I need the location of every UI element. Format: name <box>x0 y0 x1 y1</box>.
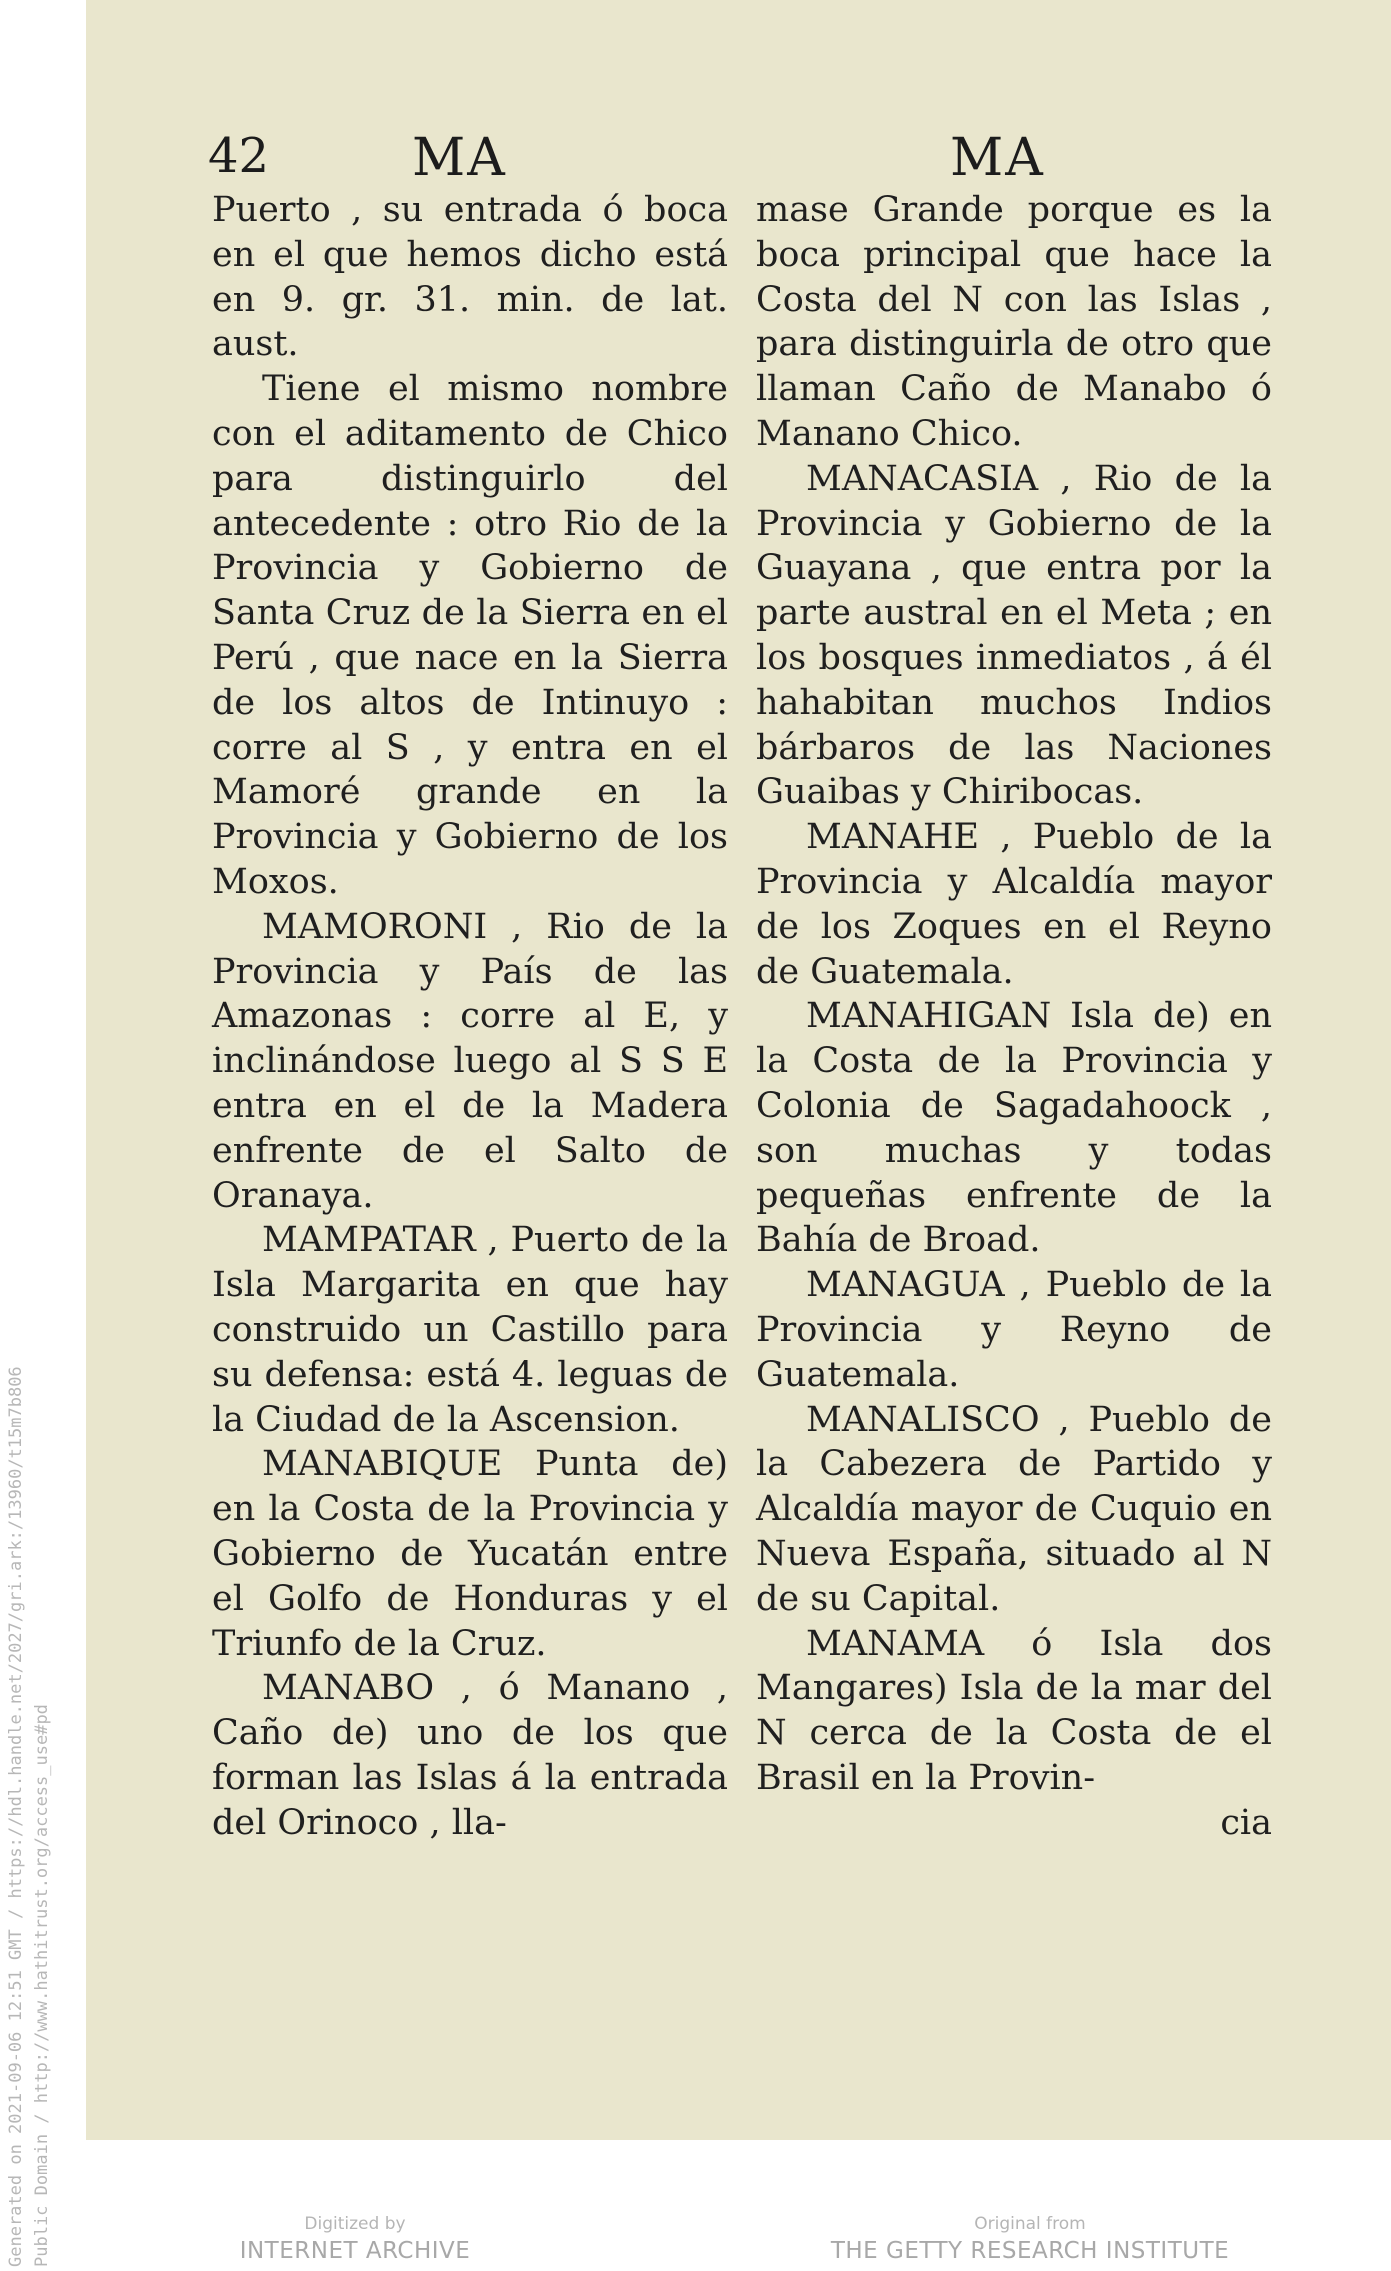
footer-original-label: Original from <box>974 2214 1086 2234</box>
left-text-column <box>212 188 728 1845</box>
catchword: cia <box>1220 1802 1272 1843</box>
entry-manama: MANAMA ó Isla dos Mangares) Isla de la mar del N cerca de la Costa de el Brasil en la Provin- <box>756 1623 1272 1798</box>
entry-manabique: MANABIQUE Punta de) en la Costa de la Provincia y Gobierno de Yucatán entre el Golfo de Honduras y el Triunfo de la Cruz. <box>212 1444 728 1664</box>
entry-manabo: MANABO , ó Manano , Caño de) uno de los que forman las Islas á la entrada del Orinoco , lla- <box>212 1668 728 1843</box>
entry-manahe: MANAHE , Pueblo de la Provincia y Alcaldía mayor de los Zoques en el Reyno de Guatemala. <box>756 817 1272 992</box>
entry-managua: MANAGUA , Pueblo de la Provincia y Reyno de Guatemala. <box>756 1265 1272 1395</box>
watermark-line-public-domain: Public Domain / http://www.hathitrust.org/access_use#pd <box>32 1704 52 2267</box>
entry-manacasia: MANACASIA , Rio de la Provincia y Gobierno de la Guayana , que entra por la parte austral en el Meta ; en los bosques inmediatos , á él hahabitan muchos Indios bárbaros de las Naciones Guaibas y Chiribocas. <box>756 458 1272 813</box>
right-text-column <box>756 188 1272 1845</box>
footer-internet-archive: INTERNET ARCHIVE <box>239 2238 471 2264</box>
footer-original-from <box>830 2214 1230 2264</box>
running-head-left: MA <box>412 128 507 188</box>
hathitrust-watermark <box>2 1067 66 2267</box>
running-head-right: MA <box>950 128 1045 188</box>
entry-mampatar: MAMPATAR , Puerto de la Isla Margarita en que hay construido un Castillo para su defensa: está 4. leguas de la Ciudad de la Ascension. <box>212 1220 728 1440</box>
page-number: 42 <box>208 128 270 184</box>
footer-getty-institute: THE GETTY RESEARCH INSTITUTE <box>830 2238 1230 2264</box>
paragraph-mamore-chico: Tiene el mismo nombre con el aditamento de Chico para distinguirlo del antecedente : otro Rio de la Provincia y Gobierno de Santa Cruz de la Sierra en el Perú , que nace en la Sierra de los altos de Intinuyo : corre al S , y entra en el Mamoré grande en la Provincia y Gobierno de los Moxos. <box>212 369 728 902</box>
paragraph-continuation: mase Grande porque es la boca principal que hace la Costa del N con las Islas , para distinguirla de otro que llaman Caño de Manabo ó Manano Chico. <box>756 190 1272 454</box>
entry-manahigan: MANAHIGAN Isla de) en la Costa de la Provincia y Colonia de Sagadahoock , son muchas y todas pequeñas enfrente de la Bahía de Broad. <box>756 996 1272 1261</box>
watermark-line-generated: Generated on 2021-09-06 12:51 GMT / https://hdl.handle.net/2027/gri.ark:/13960/t15m7b806 <box>6 1366 26 2267</box>
footer-digitized-label: Digitized by <box>304 2214 406 2234</box>
entry-manalisco: MANALISCO , Pueblo de la Cabezera de Partido y Alcaldía mayor de Cuquio en Nueva España, situado al N de su Capital. <box>756 1399 1272 1619</box>
entry-mamoroni: MAMORONI , Rio de la Provincia y País de las Amazonas : corre al E, y inclinándose luego al S S E entra en el de la Madera enfrente de el Salto de Oranaya. <box>212 906 728 1216</box>
paragraph-continuation: Puerto , su entrada ó boca en el que hemos dicho está en 9. gr. 31. min. de lat. aust. <box>212 190 728 365</box>
footer-digitized-by <box>210 2214 500 2264</box>
